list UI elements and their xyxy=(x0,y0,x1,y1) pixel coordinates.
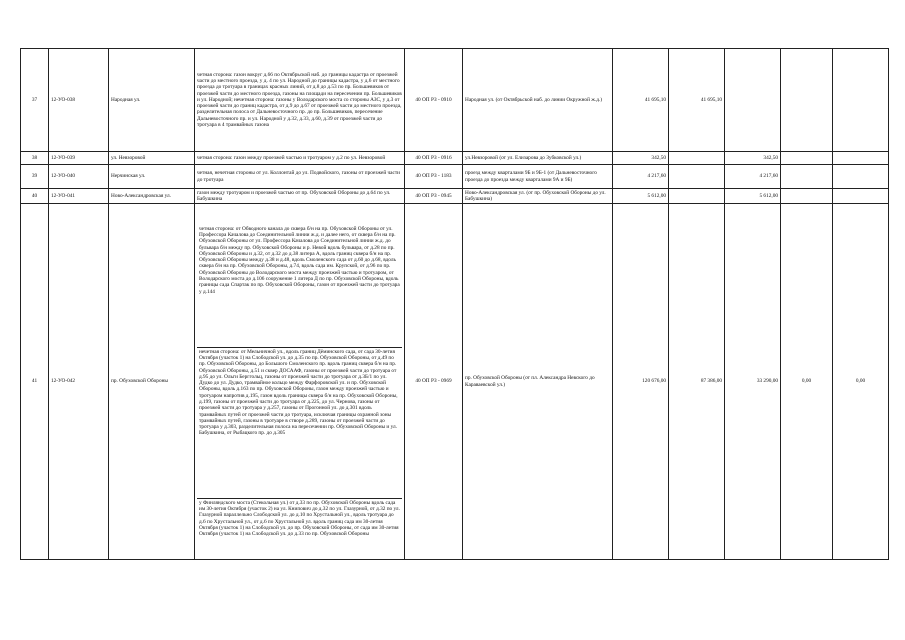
boundary-description xyxy=(195,204,405,560)
street-name: Ново-Александровская ул. xyxy=(109,189,195,204)
total-area: 41 695,10 xyxy=(613,49,669,152)
area-value xyxy=(781,165,833,189)
table-row xyxy=(21,165,889,189)
row-number: 40 xyxy=(21,189,49,204)
row-number: 41 xyxy=(21,204,49,560)
description-segment: нечетная сторона: от Мельничной ул., вдоль границ Дёминского сада, от сада 30-летия Октября (участок 1) на Слободской ул. до д.35 по пр. Обуховской Обороны, от д.49 по пр. Обуховской Обороны, до Большого Смоленского пр. вдоль границ сквера б/н на пр. Обуховской Обороны, д.51 и сквер ДОСААФ, газоны от проезжей части до тротуара от д.95 до ул. Ольги Берггольц, газоны от проезжей части до тротуара от д.3Б/1 по ул. Дудко до ул. Дудко, трамвайное кольцо между Фарфоровской ул. и пр. Обуховской Обороны, вдоль д.163 по пр. Обуховской Обороны, газон между проезжей частью и тротуаром напротив д.195, газон вдоль границы сквера б/н на пр. Обуховской Обороны, д.199, газоны от проезжей части до тротуара от д.225, до ул. Чернова, газоны от проезжей части до тротуара у д.257, газоны от Прогонной ул. до д.301 вдоль трамвайных путей от проезжей части до тротуара, исключая границы охранной зоны трамвайных путей, газоны в тротуаре в створе д.289, газоны от проезжей части до тротуара у д.303, разделительная полоса на пересечении пр. Обуховской Обороны и ул. Бабушкина, от Рыбацкого пр. до д.305 xyxy=(197,348,402,499)
register-table xyxy=(20,48,889,560)
area-value xyxy=(833,49,889,152)
road-section: Народная ул. (от Октябрьской наб. до линии Окружной ж.д.) xyxy=(463,49,613,152)
row-number: 39 xyxy=(21,165,49,189)
street-name: ул. Невзоровой xyxy=(109,152,195,165)
row-number: 38 xyxy=(21,152,49,165)
area-value xyxy=(725,49,781,152)
area-value xyxy=(669,152,725,165)
registry-number: 40 ОП РЗ - 0945 xyxy=(405,189,463,204)
description-segment: у Финляндского моста (Стекольная ул.) от д.33 по пр. Обуховской Обороны вдоль сада им 30-летия Октября (участок 2) на ул. Книпович до д.32 по ул. Глазурной, от д.32 по ул. Глазурной параллельно Слободской ул. до д.10 по Хрустальной ул., вдоль тротуара до д.6 по Хрустальной ул., от д.6 по Хрустальной ул. вдоль границ сада им 30-летия Октября (участок 1) на Слободской ул. до пр. Обуховской Обороны, от сада им 30-летия Октября (участок 1) на Слободской ул. до д.33 по пр. Обуховской Обороны xyxy=(199,499,400,538)
area-value: 0,00 xyxy=(781,204,833,560)
registry-number: 40 ОП РЗ - 1183 xyxy=(405,165,463,189)
object-code: 12-УО-041 xyxy=(49,189,109,204)
area-value xyxy=(669,189,725,204)
area-value xyxy=(781,49,833,152)
table-row xyxy=(21,49,889,152)
area-value: 5 612,00 xyxy=(725,189,781,204)
boundary-description: четная сторона: газон вокруг д.66 по Октябрьской наб. до границы кадастра от проезжей части до местного проезда, у д. 4 по ул. Народной до границы кадастра, у д.6 от местного проезда до тротуара в границах красных линий, от д.8 до д.53 по пр. Большевиков от проезжей части до местного проезда, газоны на площади на пересечении пр. Большевиков и ул. Народной; нечетная сторона: газоны у Володарского моста со стороны АЗС, у д.3 от проезжей части до границ кадастра, от д.9 до д.67 от проезжей части до местного проезда, разделительная полоса от Дальневосточного пр. до пр. Большевиков, пересечение Дальневосточного пр. и ул. Народной у д.32, д.33, д.60, д.39 от проезжей части до тротуара в 4 трамвайных газона xyxy=(195,49,405,152)
area-value xyxy=(669,165,725,189)
area-value: 4 217,60 xyxy=(725,165,781,189)
registry-number: 40 ОП РЗ - 0916 xyxy=(405,152,463,165)
area-value: 0,00 xyxy=(833,204,889,560)
table-row xyxy=(21,152,889,165)
road-section: ул.Невзоровой (от ул. Елизарова до Зубковской ул.) xyxy=(463,152,613,165)
object-code: 12-УО-039 xyxy=(49,152,109,165)
object-code: 12-УО-038 xyxy=(49,49,109,152)
object-code: 12-УО-042 xyxy=(49,204,109,560)
table-row xyxy=(21,189,889,204)
street-name: пр. Обуховской Обороны xyxy=(109,204,195,560)
total-area: 4 217,60 xyxy=(613,165,669,189)
area-value xyxy=(833,152,889,165)
street-name: Народная ул. xyxy=(109,49,195,152)
area-value xyxy=(781,152,833,165)
row-number: 37 xyxy=(21,49,49,152)
area-value: 33 290,00 xyxy=(725,204,781,560)
road-section: пр. Обуховской Обороны (от пл. Александра Невского до Караваевской ул.) xyxy=(463,204,613,560)
road-section: проезд между кварталами 9Б и 9Б-1 (от Дальневосточного проезда до проезда между кварталами 9А и 9Б) xyxy=(463,165,613,189)
area-value: 41 695,10 xyxy=(669,49,725,152)
total-area: 120 676,00 xyxy=(613,204,669,560)
area-value xyxy=(833,165,889,189)
total-area: 342,50 xyxy=(613,152,669,165)
area-value xyxy=(781,189,833,204)
description-segment: четная сторона: от Обводного канала до сквера б/н на пр. Обуховской Обороны от ул. Профессора Качалова до Соединительной линии ж.д. и далее него, от сквера б/н на пр. Обуховской Обороны от ул. Профессора Качалова до Соединительной линии ж.д. до бульвара б/н между пр. Обуховской Обороны и р. Невой вдоль бульвара, от д.28 по пр. Обуховской Обороны и д.32, от д.32 до д.38 литера А, вдоль границ сквера б/н на пр. Обуховской Обороны между д.38 и д.48, вдоль Смоленского сада от д.60 до д.68, вдоль сквера б/н на пр. Обуховской Обороны, д.74, вдоль сада им. Крупской, от д.96 по пр. Обуховской Обороны до Володарского моста между проезжей частью и тротуаром, от Володарского моста до д.106 сооружение 1 литера Д по пр. Обуховской Обороны, вдоль границы сада Спартак по пр. Обуховской Обороны, газон от проезжей части до тротуара у д.144 xyxy=(197,225,402,348)
road-section: Ново-Александровская ул. (от пр. Обуховской Обороны до ул. Бабушкина) xyxy=(463,189,613,204)
boundary-description: газон между тротуаром и проезжей частью от пр. Обуховской Обороны до д.64 по ул. Бабушкина xyxy=(195,189,405,204)
area-value: 342,50 xyxy=(725,152,781,165)
street-name: Нерчинская ул. xyxy=(109,165,195,189)
registry-number: 40 ОП РЗ - 0910 xyxy=(405,49,463,152)
boundary-description: четная сторона: газон между проезжей частью и тротуаром у д.2 по ул. Невзоровой xyxy=(195,152,405,165)
area-value: 87 386,00 xyxy=(669,204,725,560)
area-value xyxy=(833,189,889,204)
registry-number: 40 ОП РЗ - 0969 xyxy=(405,204,463,560)
object-code: 12-УО-040 xyxy=(49,165,109,189)
total-area: 5 612,00 xyxy=(613,189,669,204)
table-row xyxy=(21,204,889,560)
boundary-description: четная, нечетная стороны от ул. Коллонтай до ул. Подвойского, газоны от проезжей части до тротуара xyxy=(195,165,405,189)
